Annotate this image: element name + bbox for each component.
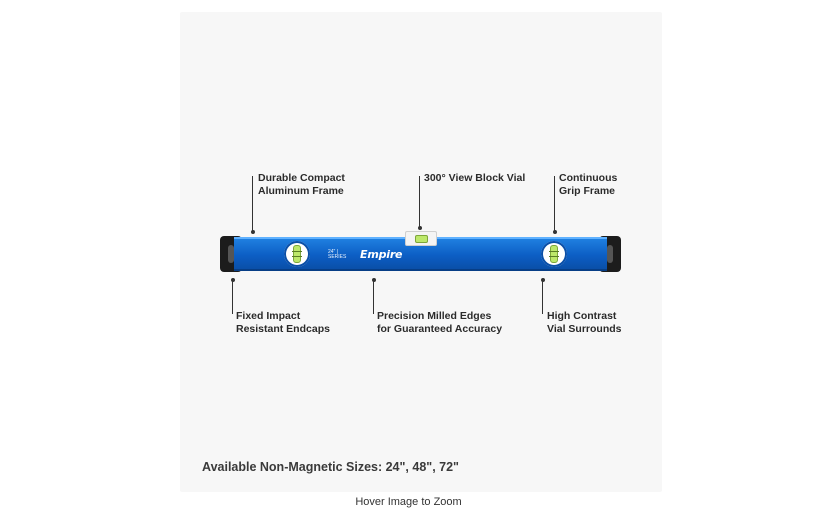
hover-to-zoom-hint: Hover Image to Zoom: [355, 496, 462, 508]
callout-milled-edges: Precision Milled Edges for Guaranteed Accuracy: [377, 310, 503, 335]
callout-vial-surrounds: High Contrast Vial Surrounds: [547, 310, 622, 335]
callout-endcaps: Fixed Impact Resistant Endcaps: [236, 310, 330, 335]
leader-line: [542, 280, 543, 314]
top-block-vial-icon: [405, 231, 437, 246]
callout-grip-frame: Continuous Grip Frame: [559, 172, 618, 197]
leader-line: [554, 176, 555, 232]
brand-logo: Empire: [360, 248, 403, 261]
leader-line: [252, 176, 253, 232]
leader-line: [419, 176, 420, 228]
leader-line: [373, 280, 374, 314]
level-tool: [220, 236, 621, 272]
right-vial-icon: [541, 241, 567, 267]
callout-block-vial: 300° View Block Vial: [424, 172, 526, 184]
available-sizes-text: Available Non-Magnetic Sizes: 24", 48", 72": [202, 460, 459, 474]
size-badge: 24" | SERIES: [328, 249, 347, 260]
left-vial-icon: [284, 241, 310, 267]
leader-line: [232, 280, 233, 314]
callout-durable-frame: Durable Compact Aluminum Frame: [258, 172, 345, 197]
